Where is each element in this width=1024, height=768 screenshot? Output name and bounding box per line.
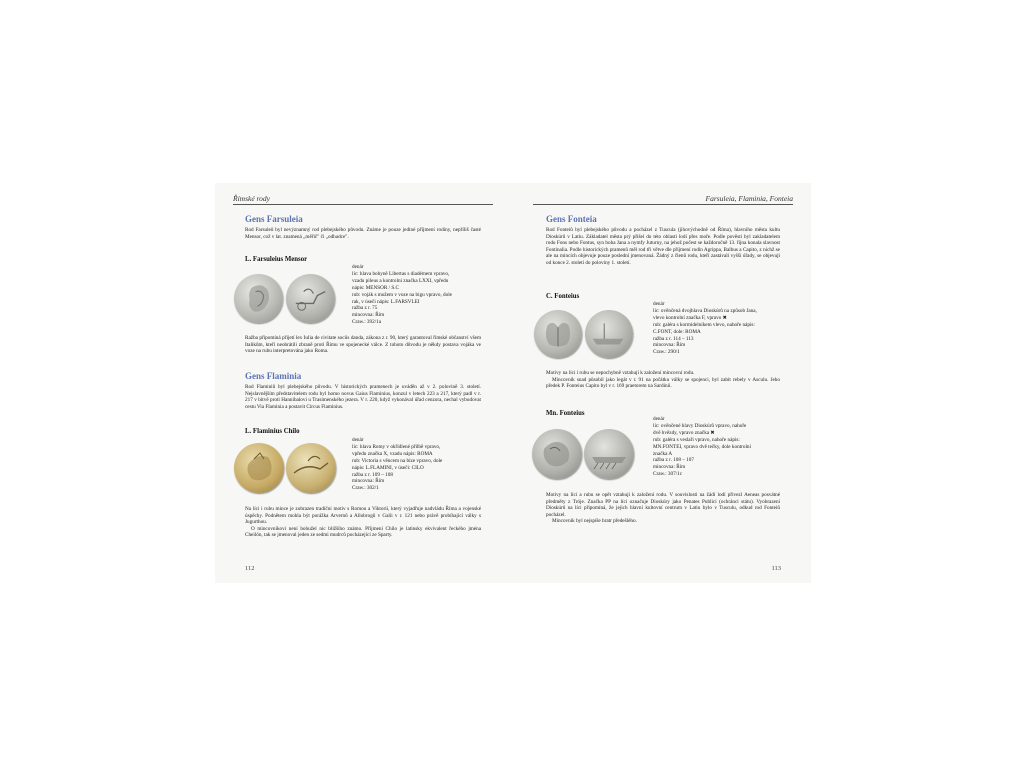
coin-flaminius-obverse bbox=[234, 443, 284, 493]
coin-desc-line: mincovna: Řím bbox=[653, 342, 686, 349]
running-head-right: Farsuleia, Flaminia, Fonteia bbox=[705, 194, 793, 203]
coin-desc-line: ražba z r. 108 – 107 bbox=[653, 457, 694, 464]
coin-desc-line: Craw.: 290/1 bbox=[653, 349, 680, 356]
coin-desc-line: líc: hlava bohyně Libertas s diadémem vpravo, bbox=[352, 270, 450, 277]
coin-desc-line: vzadu pileus a kontrolní značka LXXI, vpředu bbox=[352, 277, 449, 284]
coin-desc-line: denár bbox=[653, 416, 665, 422]
section-title-flaminia: Gens Flaminia bbox=[245, 371, 302, 381]
running-head-left: Římské rody bbox=[233, 194, 271, 203]
coin-desc-line: ražba z r. 75 bbox=[352, 305, 378, 312]
coin-desc-line: dvě hvězdy, vpravo značka ✖ bbox=[653, 429, 715, 436]
left-page bbox=[215, 183, 513, 583]
coin-desc-line: ražba z r. 109 – 108 bbox=[352, 471, 393, 478]
coin-desc-line: Craw.: 307/1c bbox=[653, 471, 683, 478]
mn-fonteius-note-paragraph: Mincovník byl nejspíše bratr předešlého. bbox=[552, 518, 637, 525]
person-farsuleius: L. Farsuleius Mensor bbox=[245, 256, 308, 263]
coin-desc-line: rak, v úseči nápis: L.FARSVLEI bbox=[352, 298, 420, 305]
farsuleia-note: Ražba připomíná přijetí lex Iulia de civitate sociis danda, zákona z r. 90, který garantoval římské občanství všem Italikům, kteří neobrátili zbraně proti Římu ve spojenecké válce. Z tohoto důvodu je někdy postava vojáka ve voze na rubu interpretována jako Roma. bbox=[245, 335, 481, 355]
coin-desc-line: mincovna: Řím bbox=[653, 464, 686, 471]
c-fonteius-note-paragraph: Mincovník snad působil jako legát v r. 91 na počátku války se spojenci, byl zabit rebely v Asculu. Jeho předek P. Fonteius Capito byl v r. 169 praetorem na Sardinii. bbox=[546, 376, 780, 390]
coin-desc-line: značka A bbox=[653, 450, 673, 457]
coin-mn-fonteius-reverse bbox=[584, 429, 634, 479]
flaminia-note-paragraph: O mincovníkovi není bohužel nic bližšího známo. Příjmení Chilo je latinsky ekvivalent řeckého jména Cheilón, tak se jmenoval jeden ze sedmi mudrců pocházející ze Sparty. bbox=[245, 525, 481, 539]
coin-desc-line: rub: Victoria s věncem na bize vpravo, dole bbox=[352, 457, 443, 464]
section-title-farsuleia: Gens Farsuleia bbox=[245, 214, 303, 224]
coin-desc-line: nápis: L.FLAMINI, v úseči: CILO bbox=[352, 464, 424, 471]
coin-desc-line: denár bbox=[653, 301, 665, 307]
coin-desc-line: rub: galéra s veslaři vpravo, nahoře nápis: bbox=[653, 436, 740, 443]
coin-c-fonteius-obverse bbox=[534, 310, 582, 358]
coin-desc-line: mincovna: Řím bbox=[352, 478, 385, 485]
coin-desc-line: Craw.: 392/1a bbox=[352, 319, 382, 326]
flaminia-intro: Rod Flaminiů byl plebejského původu. V historických pramenech je uváděn až v 2. polovině 3. století. Nejslavnějším představitelem rodu byl homo novus Gaius Flaminius, konzul v letech 223 a 217, který padl v r. 217 v bitvě proti Hannibalovi u Trasimenského jezera. V r. 220, když vykonával úřad cenzora, nechal vybudovat cestu Via Flaminia a postavit Circus Flaminius. bbox=[245, 384, 481, 410]
coin-desc-line: vlevo kontrolní značka F, vpravo ✖ bbox=[653, 314, 727, 321]
coin-description-c-fonteius bbox=[653, 301, 757, 356]
page-number-right: 113 bbox=[771, 565, 781, 572]
coin-description-farsuleius bbox=[352, 264, 452, 326]
coin-desc-line: Craw.: 302/1 bbox=[352, 485, 379, 492]
person-mn-fonteius: Mn. Fonteius bbox=[546, 410, 585, 417]
coin-description-flaminius bbox=[352, 437, 442, 492]
person-c-fonteius: C. Fonteius bbox=[546, 293, 580, 300]
page-number-left: 112 bbox=[245, 565, 255, 572]
c-fonteius-note bbox=[546, 370, 780, 390]
coin-desc-line: rub: voják s mužem v voze na bigu vpravo, dole bbox=[352, 291, 452, 298]
right-page bbox=[513, 183, 811, 583]
coin-desc-line: MN.FONTEI, vpravo dvě tečky, dole kontrolní bbox=[653, 443, 751, 450]
mn-fonteius-note bbox=[546, 492, 780, 525]
flaminia-note-paragraph: Na líci i rubu mince je zobrazen tradiční motiv s Romou a Viktorií, který vyjadřuje nadvládu Říma a vojenské úspěchy. Podnětem mohla být porážka Arvernů a Allobrogů v Galii v r. 121 nebo právě probíhající války s Jugurthou. bbox=[245, 506, 481, 526]
coin-desc-line: C.FONT, dole: ROMA bbox=[653, 328, 701, 335]
c-fonteius-note-paragraph: Motivy na líci i rubu se nepochybně vztahují k založení mincovní rodu. bbox=[546, 370, 695, 376]
coin-desc-line: rub: galéra s kormidelníkem vlevo, nahoře nápis: bbox=[653, 321, 755, 328]
coin-mn-fonteius-obverse bbox=[532, 429, 582, 479]
header-rule-right bbox=[533, 204, 793, 205]
person-flaminius: L. Flaminius Chilo bbox=[245, 428, 300, 435]
coin-description-mn-fonteius bbox=[653, 416, 751, 478]
coin-flaminius-reverse bbox=[286, 443, 336, 493]
coin-desc-line: denár bbox=[352, 264, 364, 270]
mn-fonteius-note-paragraph: Motivy na líci a rubu se opět vztahují k založení rodu. V souvislosti na žádí lodí přivezl Aeneas posvátné předměty z Tróje. Značka PP na líci označuje Dioskúry jako Penates Publici (ochránci státu). Vyobrazení Dioskúrů na líci připomíná, že jejich hlavní kultovní centrum v Latiu bylo v Tusculu, odkud rod Fonteiů pocházel. bbox=[546, 492, 780, 518]
coin-desc-line: denár bbox=[352, 437, 364, 443]
coin-farsuleius-obverse bbox=[234, 274, 283, 323]
coin-desc-line: líc: ověnčené hlavy Dioskúrů vpravo, nahoře bbox=[653, 422, 747, 429]
coin-c-fonteius-reverse bbox=[585, 310, 633, 358]
coin-desc-line: nápis: MENSOR / S.C bbox=[352, 284, 399, 291]
coin-desc-line: líc: ověnčená dvojhlava Dioskúrů na způsob Jana, bbox=[653, 307, 757, 314]
coin-desc-line: vpředu značka X, vzadu nápis: ROMA bbox=[352, 450, 433, 457]
flaminia-note bbox=[245, 506, 481, 539]
fonteia-intro: Rod Fonteiů byl plebejského původu a pocházel z Tuscula (jihovýchodně od Říma), hlavního města kultu Dioskúrů v Latiu. Základatel města prý přišel do této oblasti lodí přes moře. Podle pověsti byl zakladatelem rodu Fons nebo Fontus, syn boha Jana a nymfy Juturny, na jehož počest se každoročně 13. října konala slavnost Fontinalia. Podle historických pramenů měl rod tři větve dle příjmení rodin Agrippa, Balbus a Capito, z nichž se ale na mincích objevuje pouze poslední jmenovaná. Žádný z členů rodu, kteří zastávali vyšší úřady, se objevují od konce 2. století do poloviny 1. století. bbox=[546, 227, 780, 266]
coin-desc-line: líc: hlava Romy v okřídlené přilbě vpravo, bbox=[352, 443, 441, 450]
book-spread bbox=[215, 183, 811, 583]
section-title-fonteia: Gens Fonteia bbox=[546, 214, 597, 224]
coin-farsuleius-reverse bbox=[286, 274, 335, 323]
coin-desc-line: mincovna: Řím bbox=[352, 312, 385, 319]
header-rule-left bbox=[233, 204, 493, 205]
coin-desc-line: ražba z r. 114 – 113 bbox=[653, 335, 694, 342]
farsuleia-intro: Rod Farsuleů byl nevýznamný rod plebejského původu. Známe je pouze jediné příjmení rodiny, nepříliš časté Mensor, což v lat. znamená „měřič" či „odhadce". bbox=[245, 227, 481, 240]
